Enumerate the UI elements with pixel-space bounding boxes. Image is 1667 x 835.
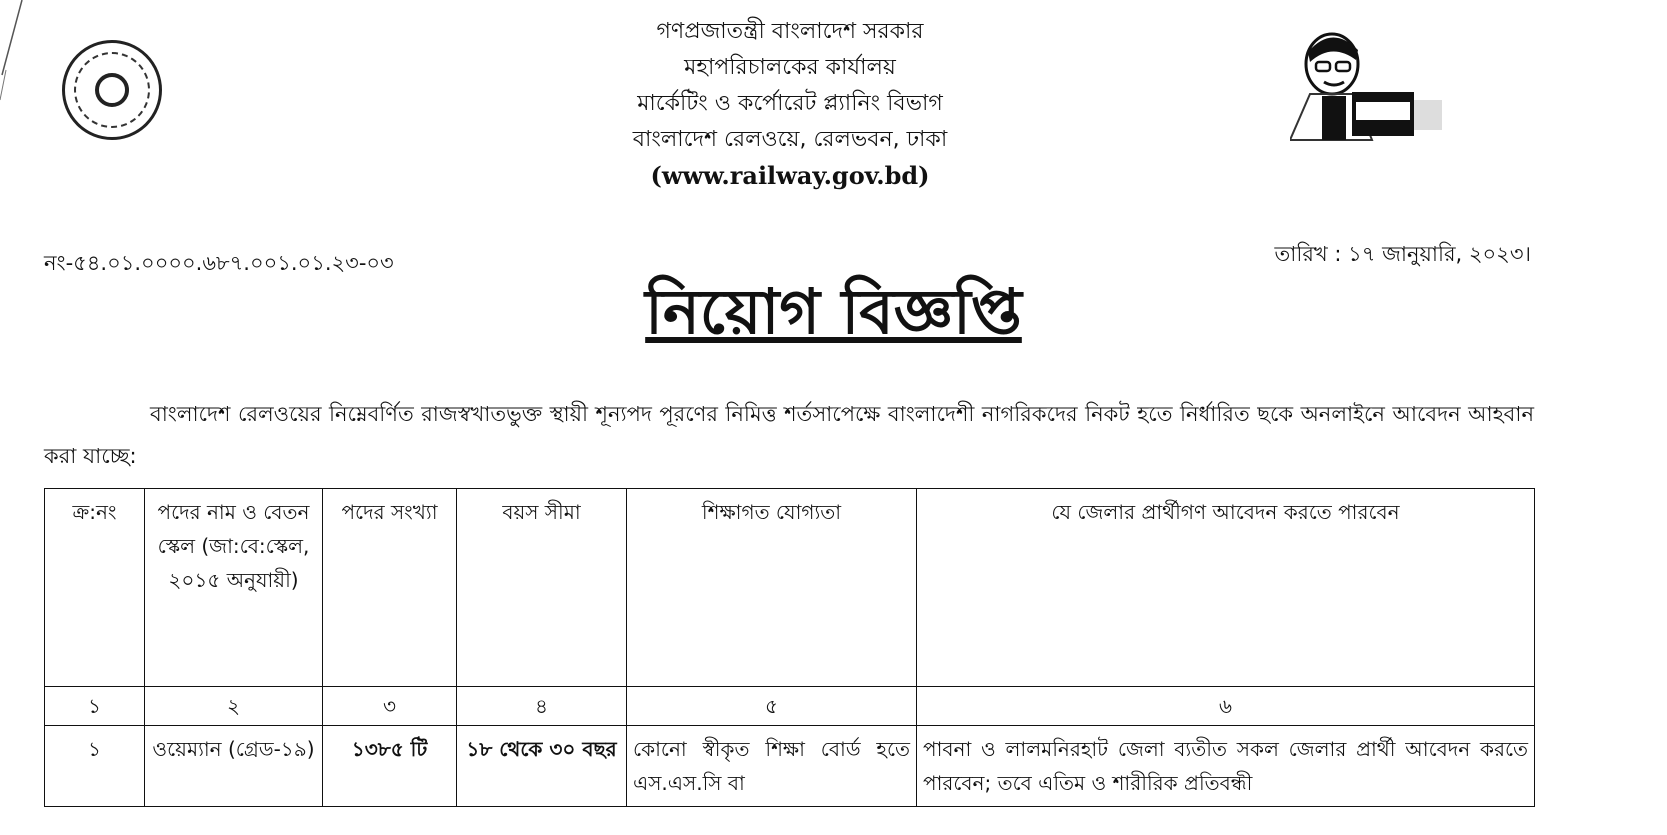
column-number: ৬ xyxy=(917,687,1535,726)
header-post-name: পদের নাম ও বেতন স্কেল (জা:বে:স্কেল, ২০১৫ অনুযায়ী) xyxy=(145,489,323,687)
row-post-name: ওয়েম্যান (গ্রেড-১৯) xyxy=(145,726,323,807)
table-header-row xyxy=(45,489,1535,687)
row-eligible-districts: পাবনা ও লালমনিরহাট জেলা ব্যতীত সকল জেলার প্রার্থী আবেদন করতে পারবেন; তবে এতিম ও শারীরিক প্রতিবন্ধী xyxy=(917,726,1535,807)
header-serial: ক্র:নং xyxy=(45,489,145,687)
office-header xyxy=(540,14,1040,194)
header-department-line: মার্কেটিং ও কর্পোরেট প্ল্যানিং বিভাগ xyxy=(637,91,943,116)
column-number: ৫ xyxy=(627,687,917,726)
notice-title: নিয়োগ বিজ্ঞপ্তি xyxy=(645,275,1022,348)
margin-mark xyxy=(0,0,40,110)
notice-date: তারিখ : ১৭ জানুয়ারি, ২০২৩। xyxy=(1274,242,1531,266)
portrait-logo-image xyxy=(1290,22,1460,142)
row-age-limit: ১৮ থেকে ৩০ বছর xyxy=(457,726,627,807)
header-website-link[interactable]: (www.railway.gov.bd) xyxy=(650,161,930,190)
column-number-row xyxy=(45,687,1535,726)
header-office-line: মহাপরিচালকের কার্যালয় xyxy=(684,55,896,80)
header-eligible-districts: যে জেলার প্রার্থীগণ আবেদন করতে পারবেন xyxy=(917,489,1535,687)
row-post-count: ১৩৮৫ টি xyxy=(323,726,457,807)
intro-paragraph: বাংলাদেশ রেলওয়ের নিম্নেবর্ণিত রাজস্বখাতভুক্ত স্থায়ী শূন্যপদ পূরণের নিমিত্ত শর্তসাপেক্ষে বাংলাদেশী নাগরিকদের নিকট হতে নির্ধারিত ছকে অনলাইনে আবেদন আহবান করা যাচ্ছে: xyxy=(44,402,1534,468)
header-post-count: পদের সংখ্যা xyxy=(323,489,457,687)
vacancy-table xyxy=(44,488,1535,807)
row-education: কোনো স্বীকৃত শিক্ষা বোর্ড হতে এস.এস.সি বা xyxy=(627,726,917,807)
column-number: ৩ xyxy=(323,687,457,726)
column-number: ১ xyxy=(45,687,145,726)
column-number: ৪ xyxy=(457,687,627,726)
row-serial: ১ xyxy=(45,726,145,807)
header-age-limit: বয়স সীমা xyxy=(457,489,627,687)
table-row xyxy=(45,726,1535,807)
header-address-line: বাংলাদেশ রেলওয়ে, রেলভবন, ঢাকা xyxy=(632,127,948,152)
header-government-line: গণপ্রজাতন্ত্রী বাংলাদেশ সরকার xyxy=(656,19,924,44)
government-seal-logo xyxy=(62,40,162,140)
column-number: ২ xyxy=(145,687,323,726)
memo-number: নং-৫৪.০১.০০০০.৬৮৭.০০১.০১.২৩-০৩ xyxy=(44,251,394,275)
header-education: শিক্ষাগত যোগ্যতা xyxy=(627,489,917,687)
